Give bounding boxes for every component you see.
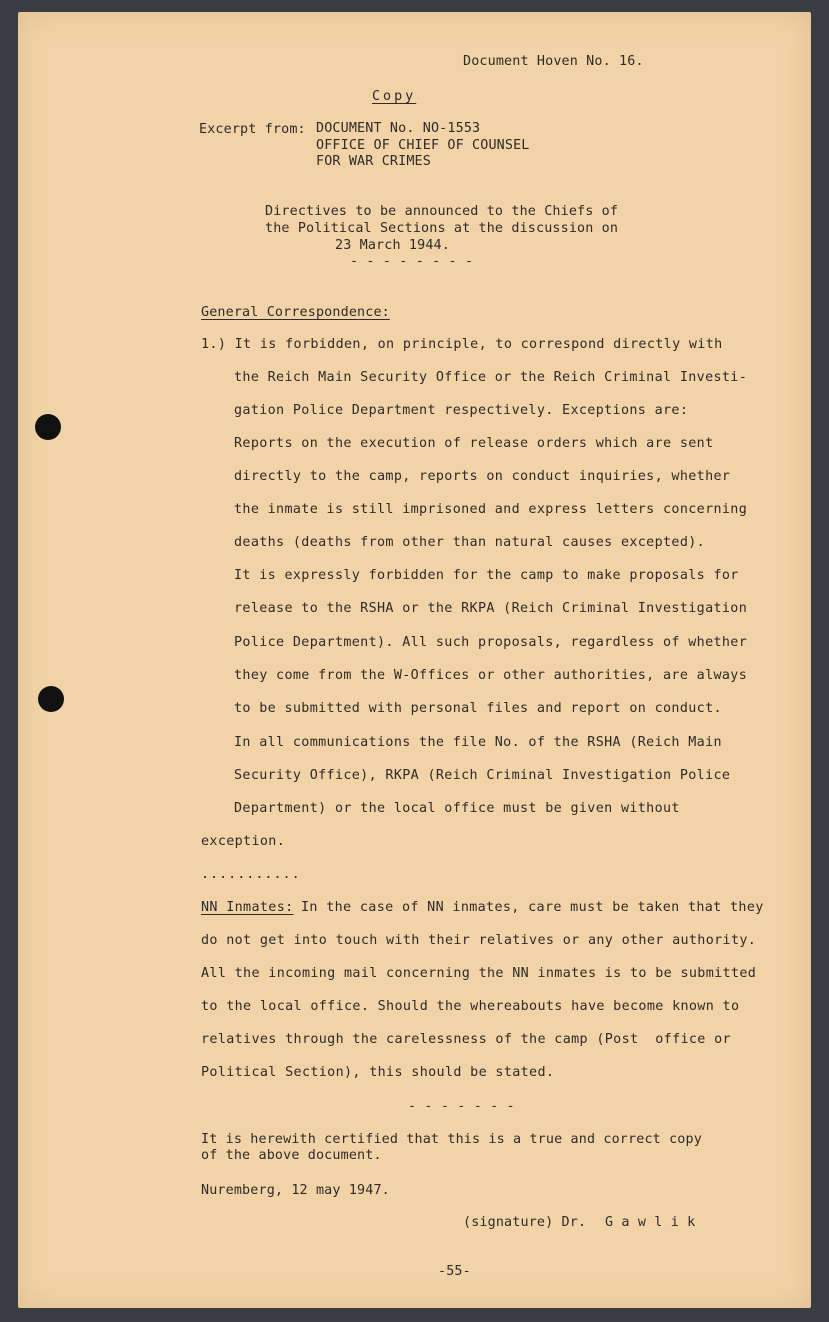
punch-hole-lower [38, 686, 64, 712]
body-line: Security Office), RKPA (Reich Criminal Investigation Police [234, 768, 731, 783]
certification-line: It is herewith certified that this is a true and correct copy [201, 1132, 702, 1147]
document-reference: Document Hoven No. 16. [463, 54, 644, 69]
body-line: Reports on the execution of release orders which are sent [234, 436, 714, 451]
section-heading: General Correspondence: [201, 305, 390, 320]
body-line: the inmate is still imprisoned and express letters concerning [234, 502, 748, 517]
body-line: In the case of NN inmates, care must be taken that they [301, 900, 764, 915]
body-line: relatives through the carelessness of the camp (Post office or [201, 1032, 731, 1047]
body-line: In all communications the file No. of the RSHA (Reich Main [234, 735, 722, 750]
body-line: Political Section), this should be stated. [201, 1065, 555, 1080]
page-number: -55- [438, 1264, 471, 1279]
body-line: Police Department). All such proposals, regardless of whether [234, 635, 748, 650]
title-divider: - - - - - - - - [350, 254, 474, 269]
excerpt-label: Excerpt from: [199, 122, 306, 137]
signature-prefix: (signature) Dr. [463, 1215, 587, 1230]
section-divider: - - - - - - - [408, 1099, 515, 1114]
excerpt-line: OFFICE OF CHIEF OF COUNSEL [316, 138, 530, 153]
body-line: release to the RSHA or the RKPA (Reich Criminal Investigation [234, 601, 748, 616]
body-line: the Reich Main Security Office or the Reich Criminal Investi- [234, 370, 748, 385]
place-date: Nuremberg, 12 may 1947. [201, 1183, 390, 1198]
body-line: It is expressly forbidden for the camp to make proposals for [234, 568, 739, 583]
nn-label: NN Inmates: [201, 900, 294, 915]
body-line: to the local office. Should the whereabouts have become known to [201, 999, 740, 1014]
body-line: deaths (deaths from other than natural causes excepted). [234, 535, 706, 550]
body-line: to be submitted with personal files and report on conduct. [234, 701, 722, 716]
ellipsis-separator: ........... [201, 867, 301, 882]
body-line: gation Police Department respectively. Exceptions are: [234, 403, 689, 418]
body-line: All the incoming mail concerning the NN inmates is to be submitted [201, 966, 757, 981]
title-line: the Political Sections at the discussion on [265, 221, 619, 236]
body-line: exception. [201, 834, 286, 849]
title-line: Directives to be announced to the Chiefs of [265, 204, 619, 219]
certification-line: of the above document. [201, 1148, 382, 1163]
body-line: directly to the camp, reports on conduct inquiries, whether [234, 469, 731, 484]
title-line: 23 March 1944. [335, 238, 450, 253]
copy-label: Copy [372, 89, 417, 104]
body-line: 1.) It is forbidden, on principle, to correspond directly with [201, 337, 723, 352]
punch-hole-upper [35, 414, 61, 440]
body-line: they come from the W-Offices or other authorities, are always [234, 668, 748, 683]
body-line: Department) or the local office must be given without [234, 801, 680, 816]
excerpt-line: DOCUMENT No. NO-1553 [316, 121, 481, 136]
excerpt-line: FOR WAR CRIMES [316, 154, 431, 169]
signature-name: G a w l i k [605, 1215, 696, 1230]
body-line: do not get into touch with their relatives or any other authority. [201, 933, 757, 948]
